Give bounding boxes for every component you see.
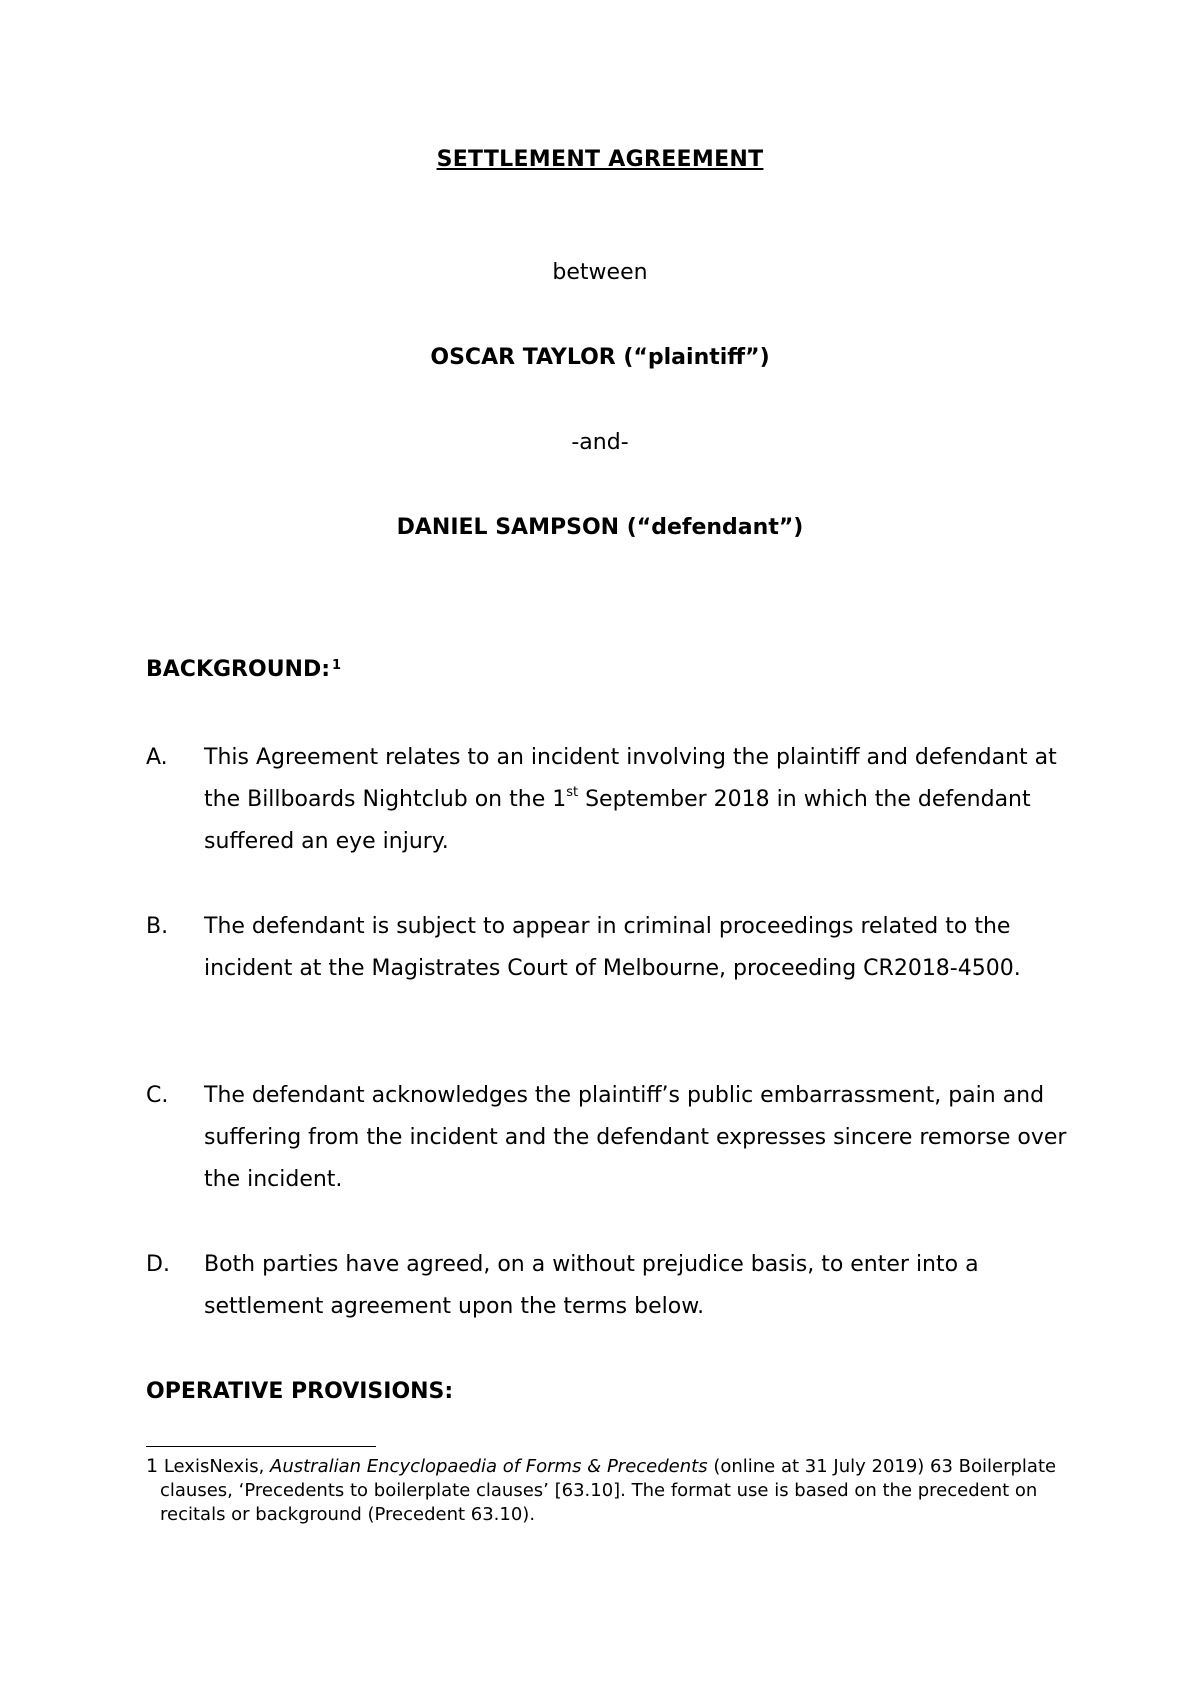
footnote-separator — [146, 1446, 376, 1447]
recital-letter: C. — [146, 1083, 169, 1108]
recital-letter: D. — [146, 1252, 170, 1277]
footnote-reference[interactable]: 1 — [332, 658, 342, 673]
footnote-source-title: Australian Encyclopaedia of Forms & Precedents — [270, 1456, 708, 1477]
operative-provisions-heading: OPERATIVE PROVISIONS: — [146, 1379, 454, 1404]
recital-text: The defendant acknowledges the plaintiff’s public embarrassment, pain and suffering from the incident and the defendant expresses sincere remorse over the incident. — [204, 1083, 1067, 1192]
footnote — [146, 1454, 1080, 1527]
footnote-text-part: (online at 31 July 2019) 63 Boilerplate clauses, ‘Precedents to boilerplate clauses’ [63.10]. The format use is based on the precedent on recitals or background (Precedent 63.10). — [160, 1456, 1057, 1525]
recital-c — [146, 1075, 1076, 1201]
party-two-name: DANIEL SAMPSON (“defendant”) — [396, 515, 804, 540]
recital-text: The defendant is subject to appear in criminal proceedings related to the incident at the Magistrates Court of Melbourne, proceeding CR2018-4500. — [204, 914, 1021, 981]
recital-a — [146, 737, 1076, 863]
footnote-number: 1 — [146, 1455, 159, 1477]
ordinal-suffix: st — [566, 784, 579, 800]
between-label: between — [552, 260, 648, 285]
recital-letter: A. — [146, 745, 168, 770]
recital-b — [146, 906, 1076, 990]
document-title: SETTLEMENT AGREEMENT — [436, 147, 764, 172]
recital-text: Both parties have agreed, on a without prejudice basis, to enter into a settlement agreement upon the terms below. — [204, 1252, 979, 1319]
recital-letter: B. — [146, 914, 169, 939]
background-heading — [146, 656, 341, 684]
party-one-name: OSCAR TAYLOR (“plaintiff”) — [430, 345, 770, 370]
footnote-text-part: LexisNexis, — [158, 1456, 271, 1477]
recital-text — [204, 737, 1076, 863]
recital-text-part: September 2018 in which the defendant suffered an eye injury. — [204, 787, 1031, 854]
background-heading-text: BACKGROUND: — [146, 657, 331, 682]
recital-d — [146, 1244, 1076, 1328]
and-label: -and- — [571, 430, 629, 455]
recital-text-part: This Agreement relates to an incident involving the plaintiff and defendant at the Billboards Nightclub on the 1 — [204, 745, 1057, 812]
